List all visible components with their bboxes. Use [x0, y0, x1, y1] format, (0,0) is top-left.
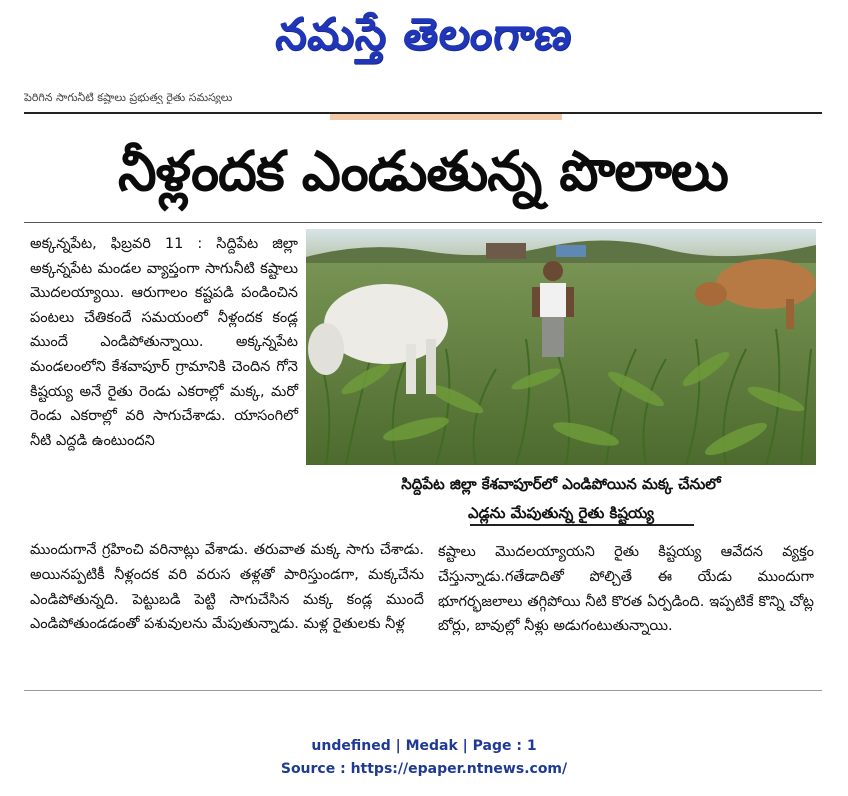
photo-caption-line-2: ఎడ్లను మేపుతున్న రైతు కిష్టయ్య: [467, 504, 655, 522]
article-headline: నీళ్లందక ఎండుతున్న పొలాలు: [118, 139, 728, 203]
photo-caption: [306, 470, 816, 528]
footer-edition-info: undefined | Medak | Page : 1: [311, 738, 537, 754]
article-column-left: [30, 232, 298, 453]
footer: [0, 735, 848, 781]
top-strip-text: పెరిగిన సాగునీటి కష్టాలు ప్రభుత్వ రైతు సమస్యలు: [24, 92, 233, 104]
cornfield-photo: [306, 229, 816, 465]
article-column-bottom-left: [30, 538, 424, 637]
article-paragraph-bottom-left: ముందుగానే గ్రహించి వరినాట్లు వేశాడు. తరువాత మక్క సాగు చేశాడు. అయినప్పటికీ నీళ్లందక వరి వరుస తళ్లతో పారిస్తుండగా, మక్కచేను ఎండిపోతున్నది. పెట్టుబడి పెట్టి సాగుచేసిన మక్క కండ్ల ముందే ఎండిపోతుండడంతో పశువులను మేపుతున్నాడు. మళ్ల రైతులకు నీళ్ల: [30, 542, 424, 633]
article-photo: [306, 229, 816, 465]
article-paragraph-bottom-right: కష్టాలు మొదలయ్యాయని రైతు కిష్టయ్య ఆవేదన వ్యక్తం చేస్తున్నాడు.గతేడాదితో పోల్చితే ఈ యేడు ముందుగా భూగర్భజలాలు తగ్గిపోయి నీటి కొరత ఏర్పడింది. ఇప్పటికే కొన్ని చోట్ల బోర్లు, బావుల్లో నీళ్లు అడుగంటుతున్నాయి.: [438, 544, 814, 635]
bottom-rule: [24, 690, 822, 691]
accent-bar: [330, 114, 562, 120]
footer-source-link[interactable]: Source : https://epaper.ntnews.com/: [280, 761, 568, 777]
article-paragraph-left: అక్కన్నపేట, ఫిబ్రవరి 11 : సిద్దిపేట జిల్లా అక్కన్నపేట మండల వ్యాప్తంగా సాగునీటి కష్టాలు మొదలయ్యాయి. ఆరుగాలం కష్టపడి పండించిన పంటలు చేతికందే సమయంలో నీళ్లందక కండ్ల ముందే ఎండిపోతున్నాయి. అక్కన్నపేట మండలంలోని కేశవాపూర్ గ్రామానికి చెందిన గోనె కిష్టయ్య అనే రైతు రెండు ఎకరాల్లో మక్క, మరో రెండు ఎకరాల్లో వరి సాగుచేశాడు. యాసంగిలో నీటి ఎద్దడి ఉంటుందని: [30, 236, 298, 449]
headline-rule: [24, 222, 822, 223]
caption-rule: [470, 524, 694, 526]
masthead: [0, 0, 848, 70]
article-column-bottom-right: [438, 540, 814, 639]
newspaper-logo-title: నమస్తే తెలంగాణ: [273, 9, 575, 60]
photo-caption-line-1: సిద్దిపేట జిల్లా కేశవాపూర్‌లో ఎండిపోయిన మక్క చేనులో: [401, 475, 721, 493]
